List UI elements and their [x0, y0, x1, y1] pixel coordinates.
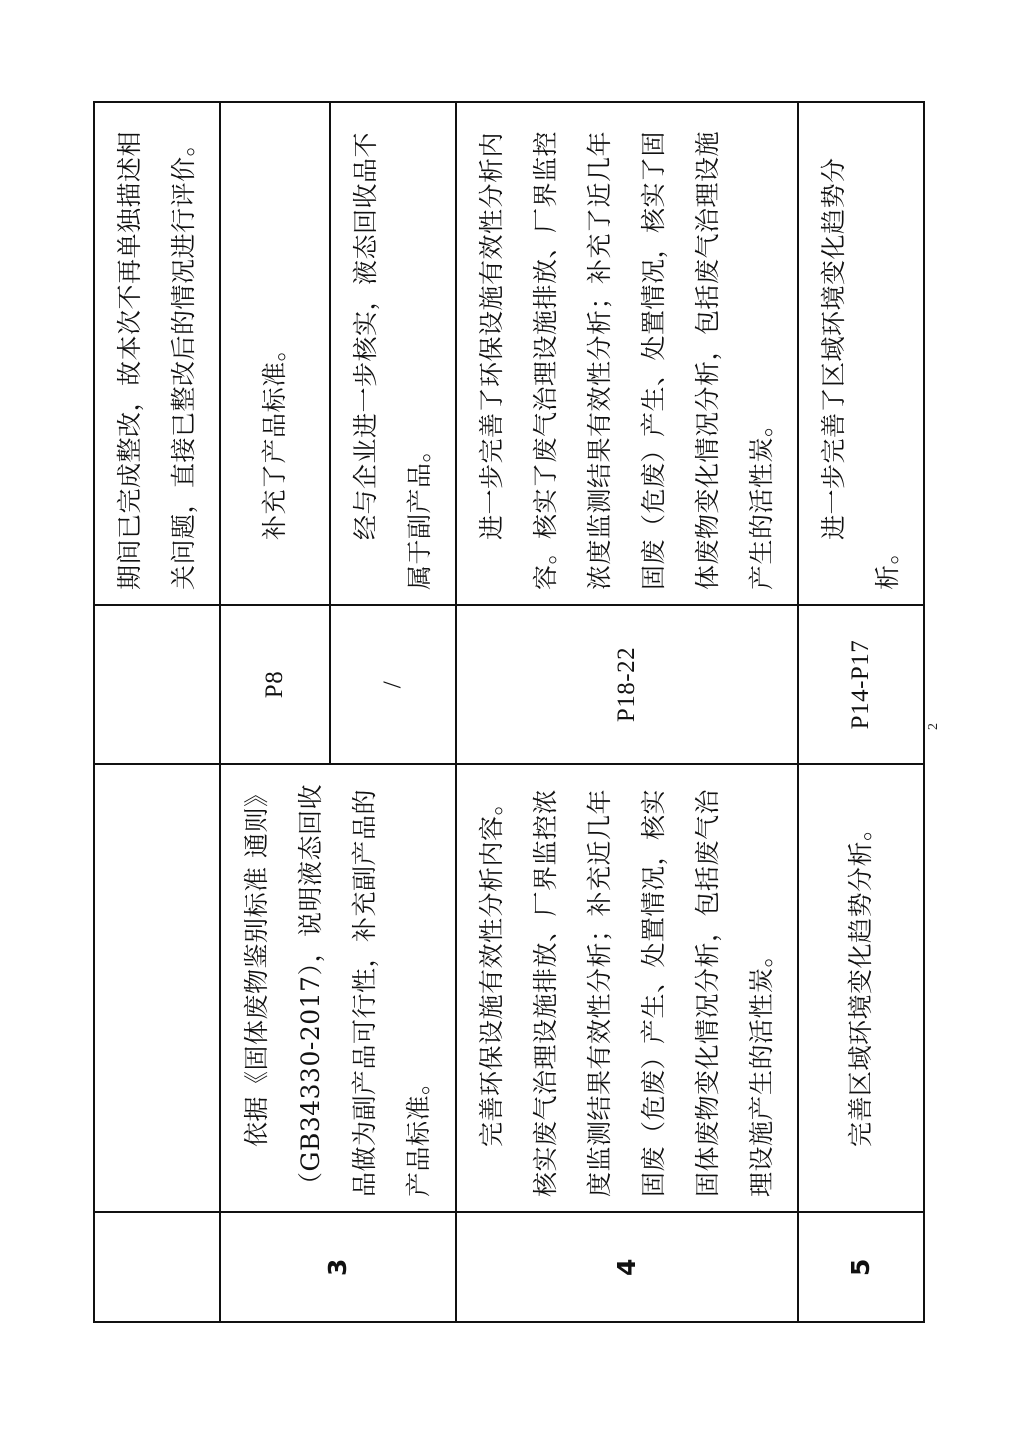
issue-cell: 完善环保设施有效性分析内容。核实废气治理设施排放、厂界监控浓度监测结果有效性分析；补充近几年固废（危废）产生、处置情况，核实固体废物变化情况分析，包括废气治理设施产生的活性炭。: [456, 764, 798, 1212]
page-ref: [94, 605, 220, 764]
table-row: [94, 102, 220, 1322]
response-cell: 进一步完善了区域环境变化趋势分析。: [798, 102, 924, 605]
table-row: [798, 102, 924, 1322]
response-cell: 进一步完善了环保设施有效性分析内容。核实了废气治理设施排放、厂界监控浓度监测结果有效性分析；补充了近几年固废（危废）产生、处置情况，核实了固体废物变化情况分析，包括废气治理设施产生的活性炭。: [456, 102, 798, 605]
table-row: [220, 102, 330, 1322]
page-ref: /: [330, 605, 456, 764]
page-ref: P18-22: [456, 605, 798, 764]
item-number: [94, 1212, 220, 1322]
page-ref: P8: [220, 605, 330, 764]
response-cell: 补充了产品标准。: [220, 102, 330, 605]
page-ref: P14-P17: [798, 605, 924, 764]
issue-cell: 依据《固体废物鉴别标准 通则》（GB34330-2017），说明液态回收品做为副产品可行性，补充副产品的产品标准。: [220, 764, 456, 1212]
review-response-table: [93, 101, 925, 1323]
issue-cell: [94, 764, 220, 1212]
item-number: 4: [456, 1212, 798, 1322]
item-number: 5: [798, 1212, 924, 1322]
response-cell: 经与企业进一步核实，液态回收品不属于副产品。: [330, 102, 456, 605]
table-row: [456, 102, 798, 1322]
item-number: 3: [220, 1212, 456, 1322]
page-number: 2: [926, 723, 941, 730]
issue-cell: 完善区域环境变化趋势分析。: [798, 764, 924, 1212]
response-cell: 期间已完成整改，故本次不再单独描述相关问题，直接已整改后的情况进行评价。: [94, 102, 220, 605]
